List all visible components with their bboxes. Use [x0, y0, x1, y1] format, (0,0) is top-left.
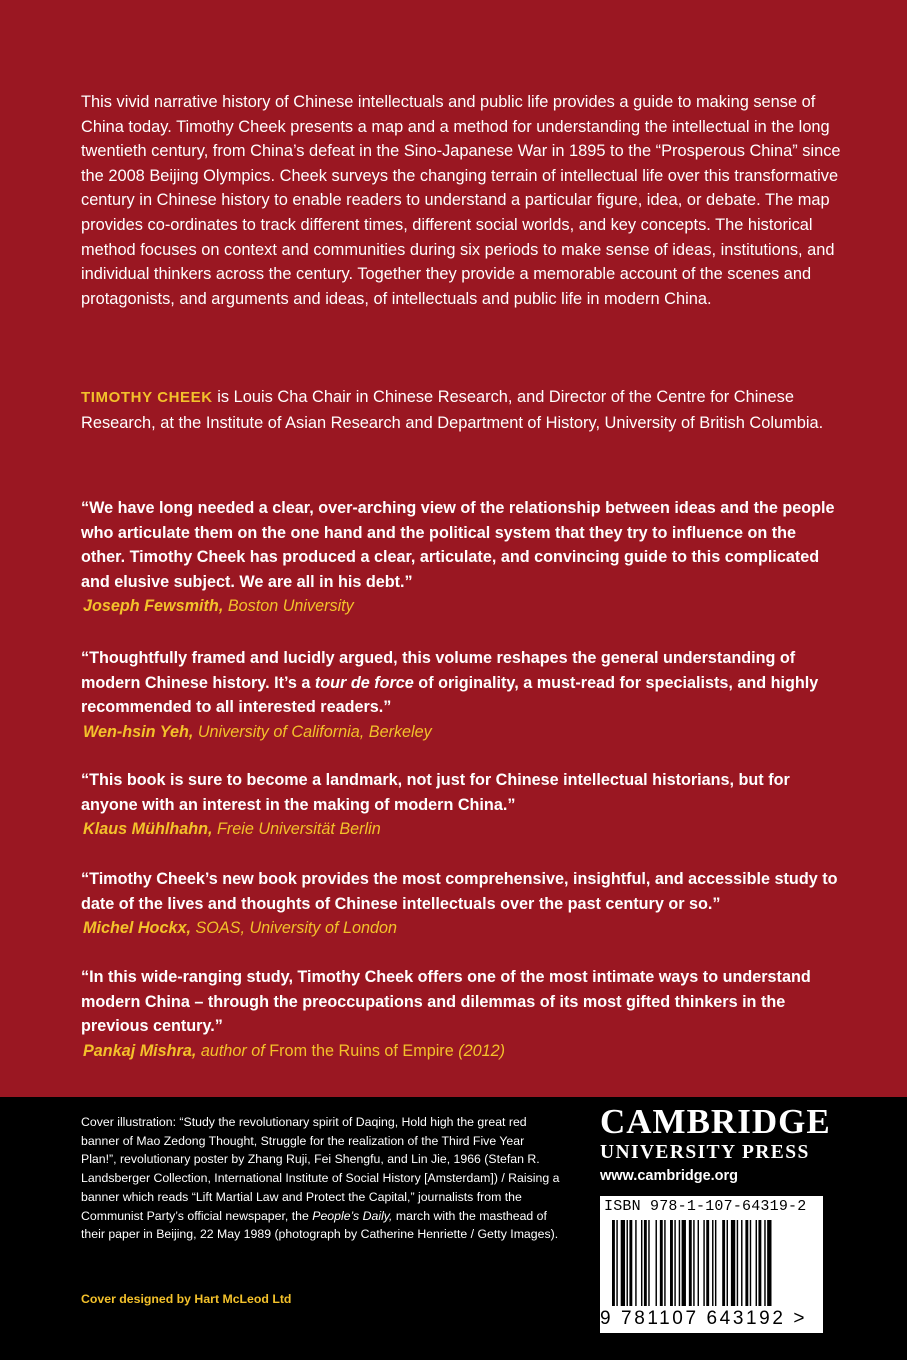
endorser-name: Joseph Fewsmith, — [83, 597, 224, 615]
barcode-stripe — [698, 1220, 699, 1306]
credit-text: Cover illustration: “Study the revolutionary spirit of Daqing, Hold high the great red banner of Mao Zedong Thought, Struggle for the realization of the Third Five Year Plan!”, revolutionary poster by Zhang Ruji, Fei Shengfu, and Lin Jie, 1966 (Stefan R. Landsberger Collection, International Institute of Social History [Amsterdam]) / Raising a banner which reads “Lift Martial Law and Protect the Capital,” journalists from the Communist Party’s official newspaper, the — [81, 1115, 560, 1223]
endorsement-text-part: “Thoughtfully framed and lucidly argued, this volume reshapes the general understanding of modern Chinese history. It’s a — [81, 649, 796, 692]
barcode-stripe — [621, 1220, 625, 1306]
author-name: TIMOTHY CHEEK — [81, 389, 213, 406]
barcode-stripe — [727, 1220, 728, 1306]
endorser-name: Pankaj Mishra, — [83, 1041, 197, 1060]
endorser-book-year: (2012) — [453, 1041, 505, 1060]
barcode-stripe — [764, 1220, 765, 1306]
barcode-stripe — [741, 1220, 742, 1306]
barcode-stripe — [670, 1220, 673, 1306]
barcode-stripe — [679, 1220, 680, 1306]
endorsement-attribution — [81, 1039, 841, 1064]
barcode-stripe — [689, 1220, 692, 1306]
endorsement-text: “We have long needed a clear, over-arching view of the relationship between ideas and the people who articulate them on the one hand and the political system that they try to influence on the other. Timothy Cheek has produced a clear, articulate, and convincing guide to this complicated and elusive subject. We are all in his debt.” — [81, 499, 835, 591]
endorsement-attribution — [81, 817, 841, 842]
barcode-stripe — [745, 1220, 748, 1306]
publisher-logo-subtitle: UNIVERSITY PRESS — [600, 1142, 810, 1163]
barcode-stripe — [756, 1220, 757, 1306]
credit-text: march with the masthead of their paper in Beijing, 22 May 1989 (photograph by Catherine Henriette / Getty Images). — [81, 1208, 559, 1242]
endorsement-5 — [81, 965, 841, 1063]
barcode-stripe — [737, 1220, 738, 1306]
cover-designer-credit: Cover designed by Hart McLeod Ltd — [81, 1292, 292, 1306]
barcode-stripe — [664, 1220, 665, 1306]
endorser-name: Klaus Mühlhahn, — [83, 820, 213, 838]
barcode-stripe — [641, 1220, 642, 1306]
endorser-affiliation: Boston University — [223, 597, 354, 615]
barcode-digits: 9 781107 643192 > — [600, 1308, 808, 1329]
barcode-stripe — [635, 1220, 636, 1306]
barcode-stripe — [767, 1220, 771, 1306]
author-bio-text: is Louis Cha Chair in Chinese Research, and Director of the Centre for Chinese Research, at the Institute of Asian Research and Department of History, University of British Columbia. — [81, 388, 824, 432]
barcode-stripe — [660, 1220, 663, 1306]
isbn-label: ISBN 978-1-107-64319-2 — [604, 1198, 807, 1215]
barcode-stripe — [644, 1220, 647, 1306]
barcode-stripe — [648, 1220, 649, 1306]
barcode-stripe — [627, 1220, 628, 1306]
barcode-stripe — [731, 1220, 735, 1306]
endorser-book-title: From the Ruins of Empire — [269, 1041, 454, 1060]
barcode-stripe — [616, 1220, 617, 1306]
endorsement-4 — [81, 867, 841, 941]
endorser-name: Wen-hsin Yeh, — [83, 722, 194, 741]
endorsement-text: “Timothy Cheek’s new book provides the most comprehensive, insightful, and accessible study to date of the lives and thoughts of Chinese intellectuals over the past century or so.” — [81, 870, 838, 913]
endorsement-2 — [81, 646, 841, 744]
endorser-name: Michel Hockx, — [83, 919, 191, 937]
endorsement-text-part: of originality, a must-read for specialists, and highly recommended to all interested readers.” — [81, 673, 819, 716]
endorsement-text: “This book is sure to become a landmark, not just for Chinese intellectual historians, but for anyone with an interest in the making of modern China.” — [81, 771, 790, 814]
endorsement-attribution — [81, 720, 841, 745]
barcode-stripe — [750, 1220, 751, 1306]
barcode-stripe — [674, 1220, 675, 1306]
barcode-stripe — [656, 1220, 657, 1306]
endorser-affiliation: Freie Universität Berlin — [212, 820, 381, 838]
barcode-stripe — [682, 1220, 686, 1306]
barcode-stripe — [758, 1220, 761, 1306]
endorsement-1 — [81, 496, 841, 619]
barcode-stripe — [629, 1220, 632, 1306]
barcode-panel — [600, 1196, 823, 1333]
book-description: This vivid narrative history of Chinese intellectuals and public life provides a guide to making sense of China today. Timothy Cheek presents a map and a method for understanding the intellectual in the long twentieth century, from China’s defeat in the Sino-Japanese War in 1895 to the “Prosperous China” since the 2008 Beijing Olympics. Cheek surveys the changing terrain of intellectual life over this transformative century in Chinese history to enable readers to understand a particular figure, idea, or debate. The map provides co-ordinates to track different times, different social worlds, and key concepts. The historical method focuses on context and communities during six periods to make sense of ideas, institutions, and individual thinkers across the century. Together they provide a memorable account of the scenes and protagonists, and arguments and ideas, of intellectuals and public life in modern China. — [81, 93, 841, 308]
endorsement-attribution — [81, 916, 841, 941]
endorser-affiliation: University of California, Berkeley — [193, 722, 432, 741]
publisher-logo-name: CAMBRIDGE — [600, 1102, 831, 1141]
cover-illustration-credit — [81, 1113, 561, 1244]
barcode-stripe — [703, 1220, 704, 1306]
endorsement-text-italic: tour de force — [314, 673, 414, 692]
barcode-bars — [612, 1220, 812, 1310]
endorsement-attribution — [81, 594, 841, 619]
endorser-affiliation: author of — [196, 1041, 270, 1060]
barcode-stripe — [712, 1220, 713, 1306]
author-bio — [81, 385, 841, 435]
barcode-stripe — [722, 1220, 725, 1306]
barcode-stripe — [612, 1220, 615, 1306]
endorser-affiliation: SOAS, University of London — [190, 919, 398, 937]
barcode-stripe — [693, 1220, 694, 1306]
credit-italic: People’s Daily, — [312, 1208, 393, 1223]
endorsement-3 — [81, 768, 841, 842]
publisher-website: www.cambridge.org — [600, 1168, 739, 1184]
barcode-stripe — [706, 1220, 709, 1306]
endorsement-text: “In this wide-ranging study, Timothy Cheek offers one of the most intimate ways to understand modern China – through the preoccupations and dilemmas of its most gifted thinkers in the previous century.” — [81, 968, 811, 1035]
endorsement-text — [81, 646, 841, 720]
barcode-stripe — [715, 1220, 716, 1306]
